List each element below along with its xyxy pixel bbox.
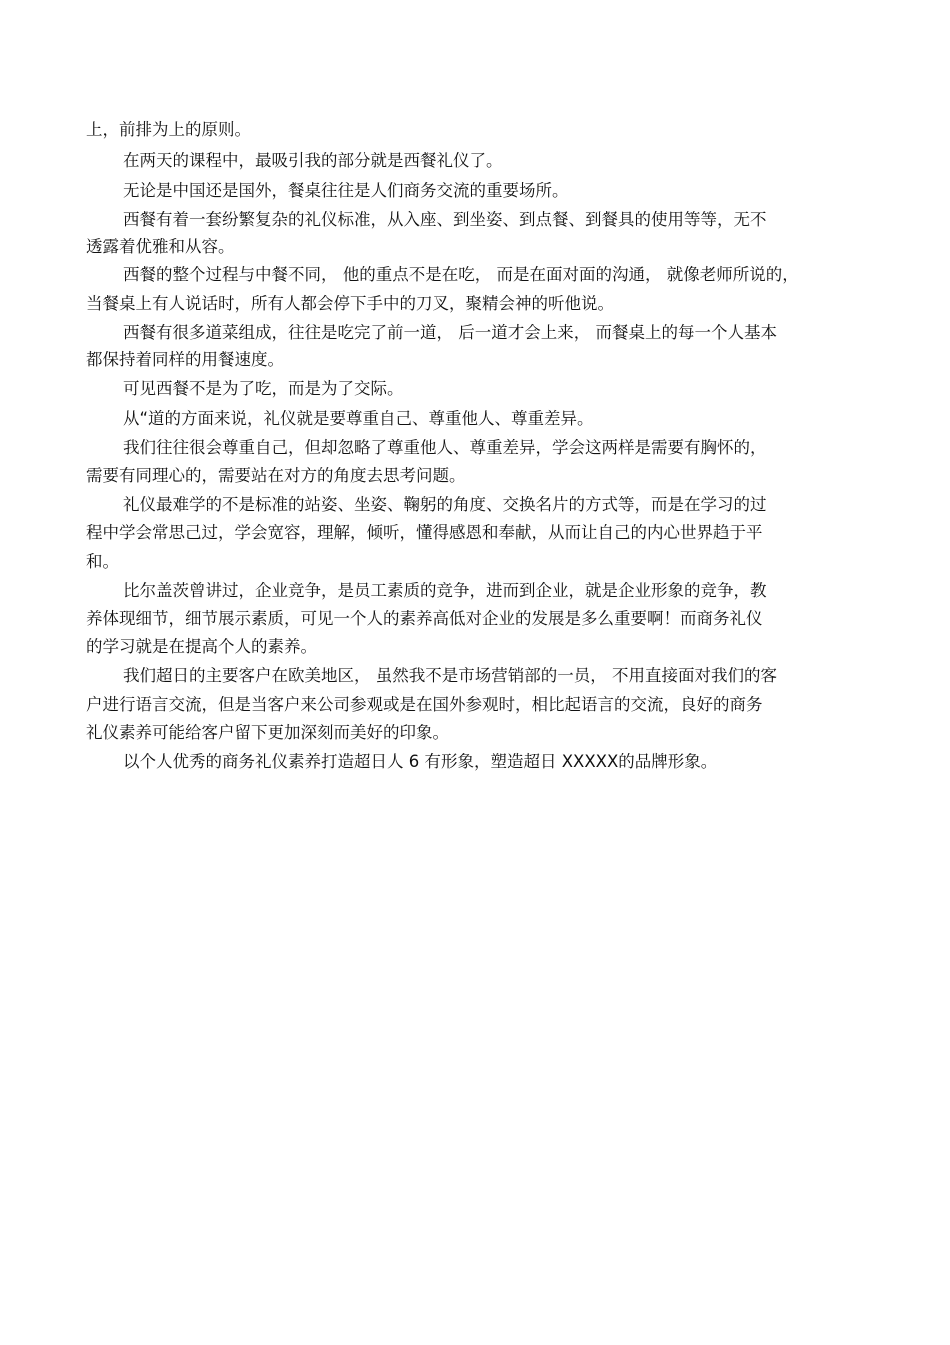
text-line: 都保持着同样的用餐速度。 [86, 350, 284, 369]
text-line: 比尔盖茨曾讲过，企业竞争，是员工素质的竞争，进而到企业，就是企业形象的竞争，教 [123, 581, 767, 600]
text-line: 需要有同理心的，需要站在对方的角度去思考问题。 [86, 466, 466, 485]
text-line: 无论是中国还是国外，餐桌往往是人们商务交流的重要场所。 [123, 181, 569, 200]
text-line: 我们超日的主要客户在欧美地区， 虽然我不是市场营销部的一员， 不用直接面对我们的客 [123, 666, 777, 685]
text-line: 礼仪最难学的不是标准的站姿、坐姿、鞠躬的角度、交换名片的方式等，而是在学习的过 [123, 495, 767, 514]
text-line: 可见西餐不是为了吃，而是为了交际。 [123, 379, 404, 398]
text-line: 当餐桌上有人说话时，所有人都会停下手中的刀叉，聚精会神的听他说。 [86, 294, 614, 313]
text-line: 礼仪素养可能给客户留下更加深刻而美好的印象。 [86, 723, 449, 742]
text-line: 透露着优雅和从容。 [86, 237, 235, 256]
text-line: 养体现细节，细节展示素质，可见一个人的素养高低对企业的发展是多么重要啊！而商务礼仪 [86, 609, 763, 628]
text-line: 西餐有很多道菜组成，往往是吃完了前一道， 后一道才会上来， 而餐桌上的每一个人基本 [123, 323, 777, 342]
text-line: 的学习就是在提高个人的素养。 [86, 637, 317, 656]
text-line: 西餐有着一套纷繁复杂的礼仪标准，从入座、到坐姿、到点餐、到餐具的使用等等，无不 [123, 210, 767, 229]
text-line: 户进行语言交流，但是当客户来公司参观或是在国外参观时，相比起语言的交流，良好的商务 [86, 695, 763, 714]
text-line: 在两天的课程中，最吸引我的部分就是西餐礼仪了。 [123, 151, 503, 170]
text-line: 我们往往很会尊重自己，但却忽略了尊重他人、尊重差异，学会这两样是需要有胸怀的， [123, 438, 767, 457]
text-line: 西餐的整个过程与中餐不同， 他的重点不是在吃， 而是在面对面的沟通， 就像老师所说的， [123, 265, 799, 284]
text-line: 和。 [86, 552, 119, 571]
text-line: 程中学会常思己过，学会宽容，理解，倾听，懂得感恩和奉献，从而让自己的内心世界趋于平 [86, 523, 763, 542]
text-line: 从“道的方面来说，礼仪就是要尊重自己、尊重他人、尊重差异。 [123, 409, 594, 428]
text-line: 上，前排为上的原则。 [86, 120, 251, 139]
text-line: 以个人优秀的商务礼仪素养打造超日人 6 有形象，塑造超日 XXXXX的品牌形象。 [123, 752, 718, 771]
